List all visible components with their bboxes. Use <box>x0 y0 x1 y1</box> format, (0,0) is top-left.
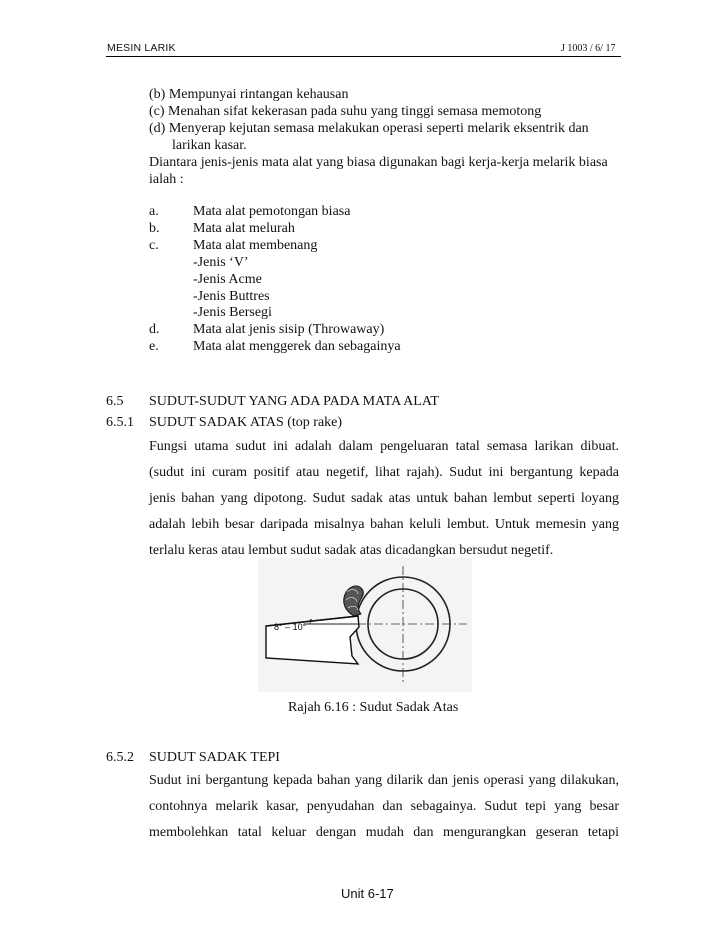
header-rule <box>106 56 621 57</box>
paragraph-line: terlalu keras atau lembut sudut sadak atas dicadangkan bersudut negetif. <box>149 543 554 558</box>
subsection-heading: SUDUT SADAK ATAS (top rake) <box>149 415 343 430</box>
section-heading: SUDUT-SUDUT YANG ADA PADA MATA ALAT <box>149 394 439 409</box>
list-item: (b) Mempunyai rintangan kehausan <box>149 87 349 102</box>
list-item: Mata alat menggerek dan sebagainya <box>193 339 401 354</box>
paragraph-line: ialah : <box>149 172 184 187</box>
list-item: Mata alat jenis sisip (Throwaway) <box>193 322 385 337</box>
running-header-title: MESIN LARIK <box>107 42 176 54</box>
paragraph-line: Fungsi utama sudut ini adalah dalam pengeluaran tatal semasa larikan dibuat. <box>149 439 619 454</box>
list-subitem: -Jenis Acme <box>193 272 262 287</box>
page-footer: Unit 6-17 <box>341 886 394 901</box>
angle-label: 8° – 10° <box>274 622 307 632</box>
subsection-number: 6.5.2 <box>106 750 134 765</box>
paragraph-line: adalah lebih besar daripada misalnya bahan keluli lembut. Untuk memesin yang <box>149 517 619 532</box>
list-marker: b. <box>149 221 160 236</box>
paragraph-line: membolehkan tatal keluar dengan mudah dan mengurangkan geseran tetapi <box>149 825 619 840</box>
list-subitem: -Jenis Bersegi <box>193 305 272 320</box>
list-item: Mata alat melurah <box>193 221 295 236</box>
top-rake-diagram <box>258 558 472 692</box>
figure-caption: Rajah 6.16 : Sudut Sadak Atas <box>288 700 459 715</box>
list-item: (c) Menahan sifat kekerasan pada suhu yang tinggi semasa memotong <box>149 104 542 119</box>
paragraph-line: Sudut ini bergantung kepada bahan yang dilarik dan jenis operasi yang dilakukan, <box>149 773 619 788</box>
paragraph-line: (sudut ini curam positif atau negetif, lihat rajah). Sudut ini bergantung kepada <box>149 465 619 480</box>
section-number: 6.5 <box>106 394 124 409</box>
running-header-code: J 1003 / 6/ 17 <box>561 43 616 54</box>
list-item-continuation: larikan kasar. <box>172 138 247 153</box>
list-marker: a. <box>149 204 159 219</box>
paragraph-line: Diantara jenis-jenis mata alat yang biasa digunakan bagi kerja-kerja melarik biasa <box>149 155 608 170</box>
list-subitem: -Jenis ‘V’ <box>193 255 249 270</box>
list-marker: e. <box>149 339 159 354</box>
list-item: Mata alat membenang <box>193 238 318 253</box>
list-marker: c. <box>149 238 159 253</box>
subsection-heading: SUDUT SADAK TEPI <box>149 750 280 765</box>
list-item: (d) Menyerap kejutan semasa melakukan operasi seperti melarik eksentrik dan <box>149 121 589 136</box>
paragraph-line: contohnya melarik kasar, penyudahan dan sebagainya. Sudut tepi yang besar <box>149 799 619 814</box>
paragraph-line: jenis bahan yang dipotong. Sudut sadak atas untuk bahan lembut seperti loyang <box>149 491 619 506</box>
list-marker: d. <box>149 322 160 337</box>
subsection-number: 6.5.1 <box>106 415 134 430</box>
list-subitem: -Jenis Buttres <box>193 289 270 304</box>
list-item: Mata alat pemotongan biasa <box>193 204 351 219</box>
top-rake-figure <box>258 558 472 692</box>
